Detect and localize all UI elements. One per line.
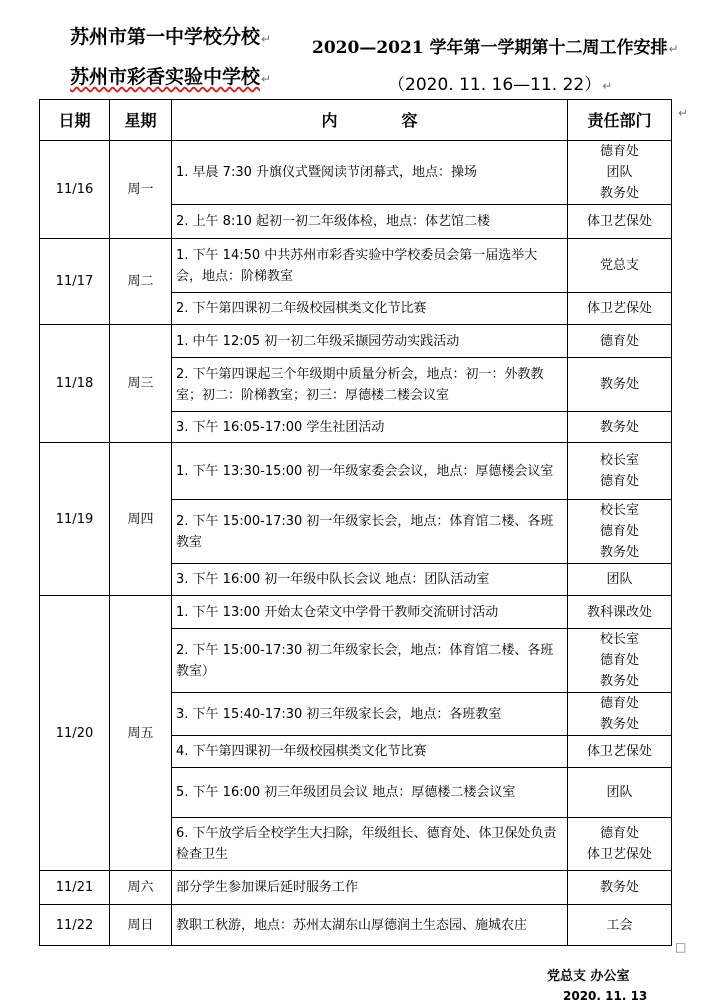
date-cell: 11/22: [40, 905, 110, 946]
content-cell: 3. 下午 16:05-17:00 学生社团活动: [172, 412, 568, 443]
content-cell: 1. 中午 12:05 初一初二年级采撷园劳动实践活动: [172, 325, 568, 358]
date-cell: 11/18: [40, 325, 110, 443]
dept-cell: 工会: [568, 905, 672, 946]
content-cell: 3. 下午 15:40-17:30 初三年级家长会，地点：各班教室: [172, 693, 568, 736]
date-cell: 11/21: [40, 871, 110, 905]
content-cell: 2. 下午第四课初二年级校园棋类文化节比赛: [172, 293, 568, 325]
table-header-row: [40, 100, 672, 141]
date-cell: 11/16: [40, 141, 110, 239]
content-cell: 3. 下午 16:00 初一年级中队长会议 地点：团队活动室: [172, 564, 568, 596]
header-content: 内 容: [172, 100, 568, 141]
table-row: [40, 905, 672, 946]
school-name-1: 苏州市第一中学校分校↵: [70, 26, 272, 48]
weekday-cell: 周一: [110, 141, 172, 239]
table-row: [40, 239, 672, 293]
date-cell: 11/20: [40, 596, 110, 871]
weekday-cell: 周四: [110, 443, 172, 596]
header-date: 日期: [40, 100, 110, 141]
content-cell: 5. 下午 16:00 初三年级团员会议 地点：厚德楼二楼会议室: [172, 768, 568, 818]
dept-cell: 体卫艺保处: [568, 205, 672, 239]
dept-cell: 德育处 团队 教务处: [568, 141, 672, 205]
weekday-cell: 周六: [110, 871, 172, 905]
header-weekday: 星期: [110, 100, 172, 141]
date-range: （2020. 11. 16—11. 22）↵: [388, 75, 613, 95]
content-cell: 1. 下午 13:30-15:00 初一年级家委会会议，地点：厚德楼会议室: [172, 443, 568, 500]
dept-cell: 教务处: [568, 412, 672, 443]
dept-cell: 体卫艺保处: [568, 293, 672, 325]
content-cell: 1. 早晨 7:30 升旗仪式暨阅读节闭幕式，地点：操场: [172, 141, 568, 205]
signature-date: 2020. 11. 13: [563, 989, 648, 1003]
content-cell: 2. 下午 15:00-17:30 初一年级家长会，地点：体育馆二楼、各班教室: [172, 500, 568, 564]
content-cell: 6. 下午放学后全校学生大扫除，年级组长、德育处、体卫保处负责检查卫生: [172, 818, 568, 871]
schedule-table: [39, 99, 672, 946]
weekday-cell: 周二: [110, 239, 172, 325]
table-row: [40, 596, 672, 629]
dept-cell: 团队: [568, 768, 672, 818]
date-cell: 11/19: [40, 443, 110, 596]
school-name-2: 苏州市彩香实验中学校↵: [70, 66, 272, 88]
dept-cell: 教务处: [568, 358, 672, 412]
table-row: [40, 141, 672, 205]
weekday-cell: 周五: [110, 596, 172, 871]
dept-cell: 教务处: [568, 871, 672, 905]
dept-cell: 校长室 德育处 教务处: [568, 500, 672, 564]
dept-cell: 党总支: [568, 239, 672, 293]
weekday-cell: 周三: [110, 325, 172, 443]
content-cell: 1. 下午 13:00 开始太仓荣文中学骨干教师交流研讨活动: [172, 596, 568, 629]
table-row: [40, 871, 672, 905]
dept-cell: 校长室 德育处 教务处: [568, 629, 672, 693]
dept-cell: 德育处: [568, 325, 672, 358]
weekday-cell: 周日: [110, 905, 172, 946]
date-cell: 11/17: [40, 239, 110, 325]
content-cell: 2. 下午第四课起三个年级期中质量分析会，地点：初一：外教教室；初二：阶梯教室；初三：厚德楼二楼会议室: [172, 358, 568, 412]
content-cell: 2. 上午 8:10 起初一初二年级体检，地点：体艺馆二楼: [172, 205, 568, 239]
content-cell: 4. 下午第四课初一年级校园棋类文化节比赛: [172, 736, 568, 768]
content-cell: 2. 下午 15:00-17:30 初二年级家长会，地点：体育馆二楼、各班教室）: [172, 629, 568, 693]
content-cell: 1. 下午 14:50 中共苏州市彩香实验中学校委员会第一届选举大会，地点：阶梯教室: [172, 239, 568, 293]
dept-cell: 德育处 体卫艺保处: [568, 818, 672, 871]
content-cell: 部分学生参加课后延时服务工作: [172, 871, 568, 905]
content-cell: 教职工秋游，地点：苏州太湖东山厚德润土生态园、施城农庄: [172, 905, 568, 946]
signature: 党总支 办公室: [547, 969, 630, 984]
table-row: [40, 325, 672, 358]
schedule-title: 2020—2021 学年第一学期第十二周工作安排↵: [312, 38, 679, 58]
dept-cell: 团队: [568, 564, 672, 596]
dept-cell: 教科课改处: [568, 596, 672, 629]
dept-cell: 体卫艺保处: [568, 736, 672, 768]
dept-cell: 校长室 德育处: [568, 443, 672, 500]
table-row: [40, 443, 672, 500]
dept-cell: 德育处 教务处: [568, 693, 672, 736]
header-dept: 责任部门: [568, 100, 672, 141]
